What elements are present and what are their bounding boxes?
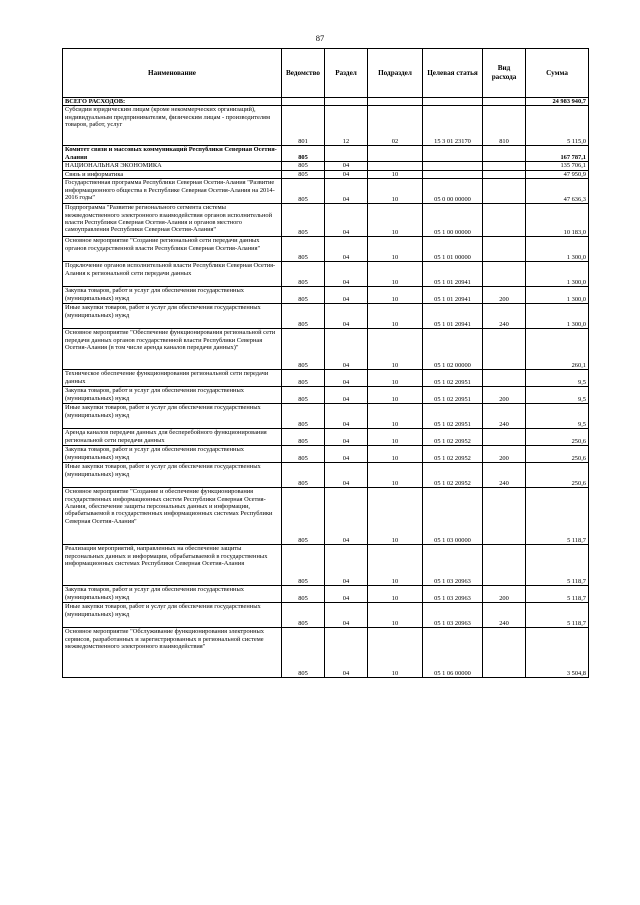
row-sum: 3 504,8 — [526, 628, 589, 678]
row-subsection: 10 — [368, 329, 423, 370]
row-sum: 135 706,1 — [526, 162, 589, 170]
table-row — [63, 204, 589, 237]
header-subsection: Подраздел — [368, 49, 423, 98]
row-sum: 250,6 — [526, 429, 589, 446]
row-sum: 24 983 940,7 — [526, 98, 589, 106]
row-subsection: 10 — [368, 370, 423, 387]
row-section: 04 — [325, 488, 368, 545]
row-subsection: 10 — [368, 170, 423, 178]
row-name: Комитет связи и массовых коммуникаций Республики Северная Осетия-Алания — [63, 146, 282, 162]
row-name: Иные закупки товаров, работ и услуг для обеспечения государственных (муниципальных) нужд — [63, 404, 282, 429]
row-section: 04 — [325, 287, 368, 304]
table-row — [63, 545, 589, 586]
row-expense-type: 200 — [483, 387, 526, 404]
row-name: Иные закупки товаров, работ и услуг для обеспечения государственных (муниципальных) нужд — [63, 603, 282, 628]
table-row — [63, 463, 589, 488]
row-subsection: 02 — [368, 106, 423, 146]
header-sum: Сумма — [526, 49, 589, 98]
row-ministry: 805 — [282, 446, 325, 463]
row-ministry: 805 — [282, 162, 325, 170]
table-row — [63, 146, 589, 162]
row-ministry: 805 — [282, 545, 325, 586]
row-section: 04 — [325, 237, 368, 262]
row-expense-type — [483, 370, 526, 387]
row-subsection: 10 — [368, 463, 423, 488]
row-section: 04 — [325, 370, 368, 387]
row-target: 05 0 00 00000 — [423, 179, 483, 204]
row-expense-type — [483, 179, 526, 204]
row-target: 05 1 02 20951 — [423, 404, 483, 429]
row-ministry — [282, 98, 325, 106]
row-ministry: 805 — [282, 170, 325, 178]
row-section: 04 — [325, 545, 368, 586]
table-row — [63, 446, 589, 463]
table-row — [63, 488, 589, 545]
table-body — [63, 98, 589, 678]
row-expense-type: 240 — [483, 404, 526, 429]
row-sum: 9,5 — [526, 370, 589, 387]
row-target — [423, 162, 483, 170]
table-row — [63, 370, 589, 387]
row-name: Основное мероприятие "Создание и обеспечение функционирования государственных информационных систем Республики Северная Осетия-Алания, обеспечение защиты персональных данных и информации, обрабатываемой в государственных информационных системах Республики Северная Осетия-Алания" — [63, 488, 282, 545]
row-target: 05 1 00 00000 — [423, 204, 483, 237]
row-expense-type: 810 — [483, 106, 526, 146]
row-ministry: 805 — [282, 628, 325, 678]
row-expense-type — [483, 237, 526, 262]
row-section: 04 — [325, 603, 368, 628]
row-target: 05 1 01 20941 — [423, 287, 483, 304]
row-section: 04 — [325, 262, 368, 287]
row-expense-type — [483, 204, 526, 237]
row-name: ВСЕГО РАСХОДОВ: — [63, 98, 282, 106]
row-target: 05 1 02 20952 — [423, 446, 483, 463]
row-subsection: 10 — [368, 603, 423, 628]
row-expense-type — [483, 329, 526, 370]
row-expense-type — [483, 98, 526, 106]
page-number: 87 — [315, 33, 325, 43]
row-section: 04 — [325, 162, 368, 170]
row-subsection: 10 — [368, 429, 423, 446]
table-row — [63, 429, 589, 446]
table-row — [63, 404, 589, 429]
row-sum: 5 118,7 — [526, 586, 589, 603]
table-row — [63, 98, 589, 106]
table-row — [63, 179, 589, 204]
row-expense-type — [483, 170, 526, 178]
table-row — [63, 237, 589, 262]
row-name: Государственная программа Республики Северная Осетия-Алания "Развитие информационного общества в Республике Северная Осетия-Алания на 2014-2016 годы" — [63, 179, 282, 204]
row-target: 15 3 01 23170 — [423, 106, 483, 146]
budget-table — [62, 48, 589, 678]
row-section — [325, 146, 368, 162]
header-section: Раздел — [325, 49, 368, 98]
row-section: 04 — [325, 446, 368, 463]
row-sum: 5 115,0 — [526, 106, 589, 146]
row-subsection: 10 — [368, 262, 423, 287]
row-sum: 47 950,9 — [526, 170, 589, 178]
row-target: 05 1 01 20941 — [423, 304, 483, 329]
row-ministry: 805 — [282, 370, 325, 387]
row-expense-type — [483, 545, 526, 586]
row-name: Закупка товаров, работ и услуг для обеспечения государственных (муниципальных) нужд — [63, 586, 282, 603]
table-row — [63, 387, 589, 404]
header-expense-type: Вид расхода — [483, 49, 526, 98]
row-name: Закупка товаров, работ и услуг для обеспечения государственных (муниципальных) нужд — [63, 387, 282, 404]
row-sum: 5 118,7 — [526, 488, 589, 545]
row-subsection: 10 — [368, 404, 423, 429]
row-target: 05 1 01 00000 — [423, 237, 483, 262]
row-name: Иные закупки товаров, работ и услуг для обеспечения государственных (муниципальных) нужд — [63, 463, 282, 488]
table-row — [63, 329, 589, 370]
table-row — [63, 586, 589, 603]
table-row — [63, 287, 589, 304]
row-expense-type — [483, 429, 526, 446]
row-expense-type: 200 — [483, 287, 526, 304]
row-name: Иные закупки товаров, работ и услуг для обеспечения государственных (муниципальных) нужд — [63, 304, 282, 329]
row-ministry: 805 — [282, 287, 325, 304]
row-sum: 250,6 — [526, 463, 589, 488]
row-target: 05 1 02 20951 — [423, 387, 483, 404]
row-target: 05 1 03 20963 — [423, 603, 483, 628]
row-sum: 9,5 — [526, 387, 589, 404]
row-expense-type: 240 — [483, 603, 526, 628]
row-sum: 167 787,1 — [526, 146, 589, 162]
row-ministry: 805 — [282, 603, 325, 628]
table-row — [63, 170, 589, 178]
row-name: Техническое обеспечение функционирования региональной сети передачи данных — [63, 370, 282, 387]
row-subsection: 10 — [368, 204, 423, 237]
row-target: 05 1 02 20952 — [423, 463, 483, 488]
row-ministry: 805 — [282, 237, 325, 262]
row-name: Подпрограмма "Развитие регионального сегмента системы межведомственного электронного взаимодействия органов исполнительной власти Республики Северная Осетия-Алания и органов местного самоуправления Республики Северная Осетия-Алания" — [63, 204, 282, 237]
row-section: 04 — [325, 387, 368, 404]
row-subsection — [368, 146, 423, 162]
row-target: 05 1 03 00000 — [423, 488, 483, 545]
row-ministry: 805 — [282, 387, 325, 404]
row-target: 05 1 03 20963 — [423, 586, 483, 603]
row-section: 04 — [325, 329, 368, 370]
row-name: Закупка товаров, работ и услуг для обеспечения государственных (муниципальных) нужд — [63, 446, 282, 463]
row-subsection: 10 — [368, 304, 423, 329]
row-target: 05 1 02 20952 — [423, 429, 483, 446]
row-sum: 47 636,3 — [526, 179, 589, 204]
row-name: Основное мероприятие "Обеспечение функционирования региональной сети передачи данных органов государственной власти Республики Северная Осетия-Алания (в том числе аренда каналов передачи данных)" — [63, 329, 282, 370]
table-header-row — [63, 49, 589, 98]
row-ministry: 805 — [282, 586, 325, 603]
header-ministry: Ведомство — [282, 49, 325, 98]
row-subsection: 10 — [368, 488, 423, 545]
row-expense-type — [483, 162, 526, 170]
row-expense-type: 200 — [483, 586, 526, 603]
row-expense-type: 240 — [483, 304, 526, 329]
table-row — [63, 162, 589, 170]
row-expense-type — [483, 488, 526, 545]
row-expense-type — [483, 146, 526, 162]
row-subsection: 10 — [368, 586, 423, 603]
row-target: 05 1 01 20941 — [423, 262, 483, 287]
row-section: 04 — [325, 204, 368, 237]
row-expense-type: 200 — [483, 446, 526, 463]
row-section: 04 — [325, 628, 368, 678]
row-section: 04 — [325, 179, 368, 204]
row-sum: 9,5 — [526, 404, 589, 429]
row-ministry: 801 — [282, 106, 325, 146]
row-ministry: 805 — [282, 179, 325, 204]
row-ministry: 805 — [282, 404, 325, 429]
table-row — [63, 628, 589, 678]
row-ministry: 805 — [282, 262, 325, 287]
row-section: 12 — [325, 106, 368, 146]
row-section: 04 — [325, 170, 368, 178]
row-sum: 5 118,7 — [526, 603, 589, 628]
row-ministry: 805 — [282, 146, 325, 162]
row-sum: 10 183,0 — [526, 204, 589, 237]
table-row — [63, 262, 589, 287]
row-section — [325, 98, 368, 106]
table-row — [63, 603, 589, 628]
row-name: Основное мероприятие "Создание региональной сети передачи данных органов государственной власти Республики Северная Осетия-Алания" — [63, 237, 282, 262]
row-sum: 5 118,7 — [526, 545, 589, 586]
row-sum: 250,6 — [526, 446, 589, 463]
row-subsection: 10 — [368, 287, 423, 304]
row-name: Подключение органов исполнительной власти Республики Северная Осетия-Алания к региональной сети передачи данных — [63, 262, 282, 287]
row-target — [423, 146, 483, 162]
row-ministry: 805 — [282, 204, 325, 237]
row-expense-type: 240 — [483, 463, 526, 488]
row-subsection: 10 — [368, 387, 423, 404]
row-sum: 260,1 — [526, 329, 589, 370]
header-name: Наименование — [63, 49, 282, 98]
row-name: Закупка товаров, работ и услуг для обеспечения государственных (муниципальных) нужд — [63, 287, 282, 304]
row-expense-type — [483, 262, 526, 287]
row-sum: 1 300,0 — [526, 237, 589, 262]
row-subsection — [368, 98, 423, 106]
row-subsection: 10 — [368, 446, 423, 463]
header-target: Целевая статья — [423, 49, 483, 98]
row-subsection: 10 — [368, 237, 423, 262]
row-name: Основное мероприятие "Обслуживание функционирования электронных сервисов, разработанных и зарегистрированных в региональной системе межведомственного электронного взаимодействия" — [63, 628, 282, 678]
row-section: 04 — [325, 463, 368, 488]
row-section: 04 — [325, 404, 368, 429]
row-target — [423, 98, 483, 106]
row-subsection: 10 — [368, 628, 423, 678]
row-ministry: 805 — [282, 329, 325, 370]
row-name: Субсидии юридическим лицам (кроме некоммерческих организаций), индивидуальным предпринимателям, физическим лицам - производителям товаров, работ, услуг — [63, 106, 282, 146]
row-sum: 1 300,0 — [526, 287, 589, 304]
row-section: 04 — [325, 429, 368, 446]
row-name: Аренда каналов передачи данных для бесперебойного функционирования региональной сети передачи данных — [63, 429, 282, 446]
row-sum: 1 300,0 — [526, 262, 589, 287]
row-subsection — [368, 162, 423, 170]
row-name: Связь и информатика — [63, 170, 282, 178]
row-ministry: 805 — [282, 463, 325, 488]
row-target: 05 1 06 00000 — [423, 628, 483, 678]
row-ministry: 805 — [282, 429, 325, 446]
table-row — [63, 304, 589, 329]
row-target: 05 1 03 20963 — [423, 545, 483, 586]
row-target: 05 1 02 00000 — [423, 329, 483, 370]
row-target — [423, 170, 483, 178]
row-sum: 1 300,0 — [526, 304, 589, 329]
row-ministry: 805 — [282, 304, 325, 329]
row-section: 04 — [325, 304, 368, 329]
table-row — [63, 106, 589, 146]
row-expense-type — [483, 628, 526, 678]
row-name: Реализация мероприятий, направленных на обеспечение защиты персональных данных и информации, обрабатываемой в государственных информационных системах Республики Северная Осетия-Алания — [63, 545, 282, 586]
row-subsection: 10 — [368, 545, 423, 586]
row-name: НАЦИОНАЛЬНАЯ ЭКОНОМИКА — [63, 162, 282, 170]
row-ministry: 805 — [282, 488, 325, 545]
row-section: 04 — [325, 586, 368, 603]
row-subsection: 10 — [368, 179, 423, 204]
row-target: 05 1 02 20951 — [423, 370, 483, 387]
